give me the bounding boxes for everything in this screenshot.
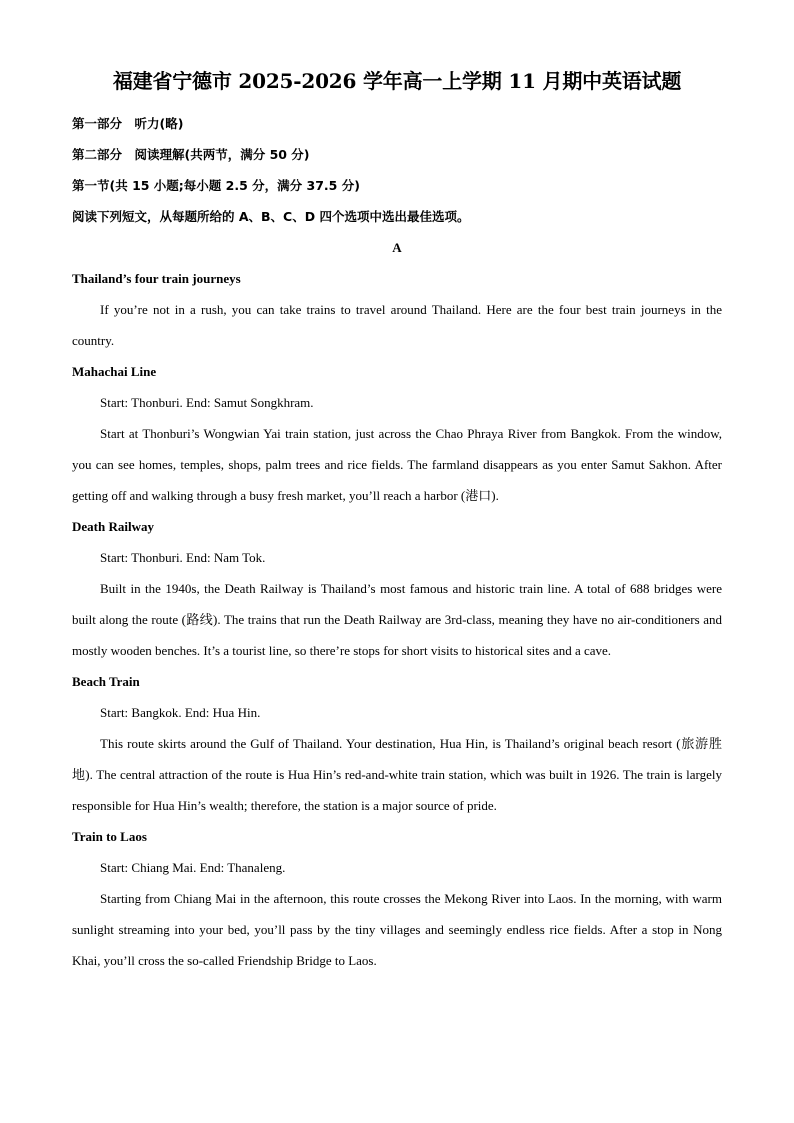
section-route-death-railway: Start: Thonburi. End: Nam Tok. <box>100 550 266 565</box>
section-route-beach-train: Start: Bangkok. End: Hua Hin. <box>100 705 261 720</box>
reading-instruction: 阅读下列短文，从每题所给的 A、B、C、D 四个选项中选出最佳选项。 <box>72 209 470 224</box>
section-route-mahachai: Start: Thonburi. End: Samut Songkhram. <box>100 395 314 410</box>
section-body-mahachai: Start at Thonburi’s Wongwian Yai train station, just across the Chao Phraya River from Bangkok. From the window, you can see homes, temples, shops, palm trees and rice fields. The farmland disappears as you enter Samut Sakhon. After getting off and walking through a busy fresh market, you’ll reach a harbor (港口). <box>72 426 722 503</box>
exam-title: 福建省宁德市 2025-2026 学年高一上学期 11 月期中英语试题 <box>112 69 682 93</box>
document-page <box>72 64 722 976</box>
passage-intro: If you’re not in a rush, you can take trains to travel around Thailand. Here are the four best train journeys in the country. <box>72 302 722 348</box>
passage-label: A <box>392 240 402 255</box>
section-route-train-to-laos: Start: Chiang Mai. End: Thanaleng. <box>100 860 286 875</box>
section-heading-beach-train: Beach Train <box>72 674 140 689</box>
part-one-label: 第一部分 听力(略) <box>72 116 184 131</box>
section-heading-mahachai: Mahachai Line <box>72 364 157 379</box>
section-body-beach-train: This route skirts around the Gulf of Thailand. Your destination, Hua Hin, is Thailand’s original beach resort (旅游胜地). The central attraction of the route is Hua Hin’s red-and-white train station, which was built in 1926. The train is largely responsible for Hua Hin’s wealth; therefore, the station is a major source of pride. <box>72 736 722 813</box>
section-heading-death-railway: Death Railway <box>72 519 154 534</box>
section-heading-train-to-laos: Train to Laos <box>72 829 147 844</box>
part-two-label: 第二部分 阅读理解(共两节，满分 50 分) <box>72 147 310 162</box>
section-body-death-railway: Built in the 1940s, the Death Railway is Thailand’s most famous and historic train line. A total of 688 bridges were built along the route (路线). The trains that run the Death Railway are 3rd-class, meaning they have no air-conditioners and mostly wooden benches. It’s a tourist line, so there’re stops for short visits to historical sites and a cave. <box>72 581 722 658</box>
passage-title: Thailand’s four train journeys <box>72 271 241 286</box>
section-one-label: 第一节(共 15 小题;每小题 2.5 分，满分 37.5 分) <box>72 178 360 193</box>
section-body-train-to-laos: Starting from Chiang Mai in the afternoon, this route crosses the Mekong River into Laos. In the morning, with warm sunlight streaming into your bed, you’ll pass by the tiny villages and seemingly endless rice fields. After a stop in Nong Khai, you’ll cross the so-called Friendship Bridge to Laos. <box>72 891 722 968</box>
